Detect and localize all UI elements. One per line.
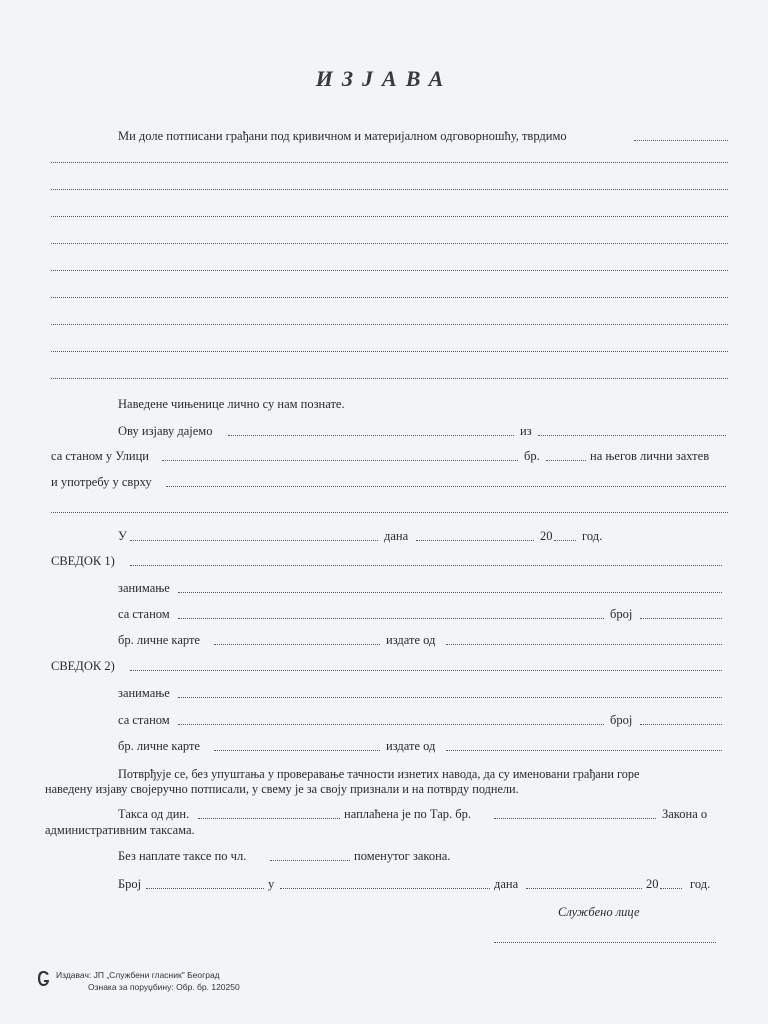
witness-2-occupation-field[interactable] bbox=[178, 696, 722, 698]
give-name-field[interactable] bbox=[228, 434, 514, 436]
witness-1-occupation-field[interactable] bbox=[178, 591, 722, 593]
tax-law-label-2: административним таксама. bbox=[45, 823, 195, 837]
year-label: год. bbox=[582, 529, 603, 543]
intro-text: Ми доле потписани грађани под кривичном и материјалном одговорношћу, тврдимо bbox=[118, 129, 567, 143]
witness-2-occupation-label: занимање bbox=[118, 686, 170, 700]
witness-1-residence-field[interactable] bbox=[178, 617, 604, 619]
statement-line[interactable] bbox=[51, 161, 728, 163]
witness-1-id-label: бр. личне карте bbox=[118, 633, 200, 647]
notax-suffix: поменутог закона. bbox=[354, 849, 451, 863]
give-from-label: из bbox=[520, 424, 532, 438]
statement-line[interactable] bbox=[51, 215, 728, 217]
witness-2-label: СВЕДОК 2) bbox=[51, 659, 115, 673]
date-field[interactable] bbox=[416, 539, 534, 541]
witness-1-number-label: број bbox=[610, 607, 633, 621]
number-year-field[interactable] bbox=[660, 887, 682, 889]
witness-2-residence-label: са станом bbox=[118, 713, 170, 727]
confirm-text-line-1: Потврђује се, без упуштања у проверавање тачности изнетих навода, да су именовани грађани горе bbox=[118, 767, 640, 781]
tax-amount-field[interactable] bbox=[198, 817, 340, 819]
year-field[interactable] bbox=[554, 539, 576, 541]
witness-2-id-field[interactable] bbox=[214, 749, 380, 751]
tax-tariff-field[interactable] bbox=[494, 817, 656, 819]
publisher-text: Издавач: ЈП „Службени гласник" Београд bbox=[56, 970, 220, 980]
purpose-line[interactable] bbox=[51, 511, 728, 513]
witness-1-name-field[interactable] bbox=[130, 564, 722, 566]
place-label: У bbox=[118, 529, 127, 543]
witness-1-id-field[interactable] bbox=[214, 643, 380, 645]
witness-1-residence-label: са станом bbox=[118, 607, 170, 621]
tax-paid-label: наплаћена је по Тар. бр. bbox=[344, 807, 472, 821]
number-place-field[interactable] bbox=[280, 887, 490, 889]
witness-1-issued-field[interactable] bbox=[446, 643, 722, 645]
street-number-label: бр. bbox=[524, 449, 540, 463]
statement-line[interactable] bbox=[51, 269, 728, 271]
intro-blank[interactable] bbox=[634, 139, 728, 141]
facts-text: Наведене чињенице лично су нам познате. bbox=[118, 397, 345, 411]
witness-2-number-field[interactable] bbox=[640, 723, 722, 725]
tax-law-label: Закона о bbox=[662, 807, 708, 821]
witness-1-number-field[interactable] bbox=[640, 617, 722, 619]
witness-2-issued-field[interactable] bbox=[446, 749, 722, 751]
number-place-label: у bbox=[268, 877, 275, 891]
witness-2-residence-field[interactable] bbox=[178, 723, 604, 725]
number-date-field[interactable] bbox=[526, 887, 642, 889]
place-field[interactable] bbox=[130, 539, 378, 541]
statement-line[interactable] bbox=[51, 350, 728, 352]
witness-1-label: СВЕДОК 1) bbox=[51, 554, 115, 568]
witness-2-name-field[interactable] bbox=[130, 669, 722, 671]
official-label: Службено лице bbox=[558, 905, 640, 919]
witness-1-occupation-label: занимање bbox=[118, 581, 170, 595]
statement-line[interactable] bbox=[51, 188, 728, 190]
statement-line[interactable] bbox=[51, 323, 728, 325]
official-signature-field[interactable] bbox=[494, 941, 716, 943]
statement-line[interactable] bbox=[51, 296, 728, 298]
document-title: ИЗЈАВА bbox=[315, 66, 453, 91]
notax-article-field[interactable] bbox=[270, 859, 350, 861]
give-label: Ову изјаву дајемо bbox=[118, 424, 213, 438]
purpose-field[interactable] bbox=[166, 485, 726, 487]
tax-label: Такса од дин. bbox=[118, 807, 190, 821]
number-field[interactable] bbox=[146, 887, 264, 889]
street-number-field[interactable] bbox=[546, 459, 586, 461]
statement-line[interactable] bbox=[51, 377, 728, 379]
publisher-logo-icon bbox=[37, 970, 50, 987]
witness-2-issued-label: издате од bbox=[386, 739, 436, 753]
street-field[interactable] bbox=[162, 459, 518, 461]
give-from-field[interactable] bbox=[538, 434, 726, 436]
confirm-text-line-2: наведену изјаву својеручно потписали, у свему је за своју признали и на потврду поднели. bbox=[45, 782, 519, 796]
number-year-prefix: 20 bbox=[646, 877, 659, 891]
request-text: на његов лични захтев bbox=[590, 449, 710, 463]
year-prefix: 20 bbox=[540, 529, 553, 543]
witness-2-number-label: број bbox=[610, 713, 633, 727]
number-label: Број bbox=[118, 877, 142, 891]
number-date-label: дана bbox=[494, 877, 519, 891]
witness-1-issued-label: издате од bbox=[386, 633, 436, 647]
notax-label: Без наплате таксе по чл. bbox=[118, 849, 247, 863]
statement-line[interactable] bbox=[51, 242, 728, 244]
purpose-label: и употребу у сврху bbox=[51, 475, 152, 489]
number-year-label: год. bbox=[690, 877, 711, 891]
order-code-text: Ознака за поруџбину: Обр. бр. 120250 bbox=[88, 982, 240, 992]
witness-2-id-label: бр. личне карте bbox=[118, 739, 200, 753]
street-label: са станом у Улици bbox=[51, 449, 149, 463]
date-label: дана bbox=[384, 529, 409, 543]
